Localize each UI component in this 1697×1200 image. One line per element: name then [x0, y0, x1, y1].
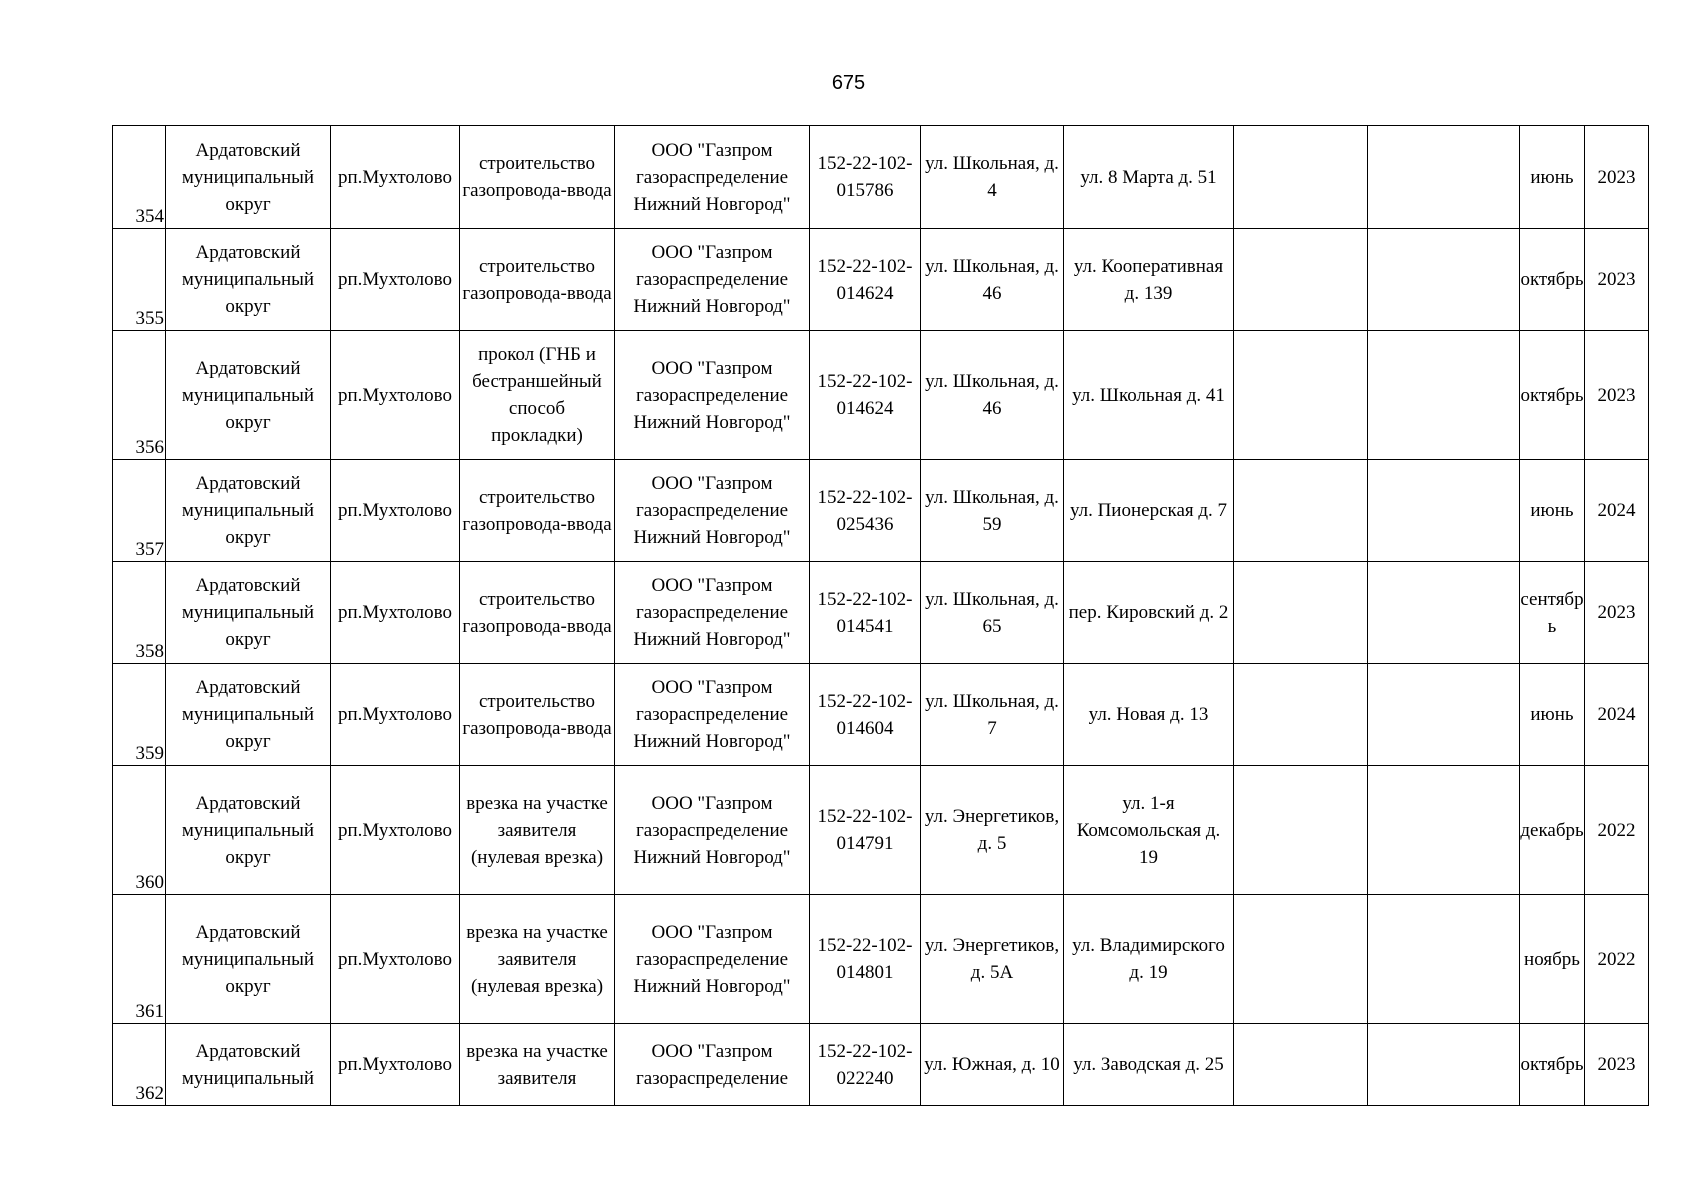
row-number: 361	[113, 895, 166, 1024]
source-address-cell: ул. Школьная, д. 46	[921, 331, 1064, 460]
month-cell: июнь	[1520, 664, 1585, 766]
organization-cell: ООО "Газпром газораспределение Нижний Новгород"	[615, 229, 810, 331]
object-address-cell: ул. Пионерская д. 7	[1064, 460, 1234, 562]
locality-cell: рп.Мухтолово	[331, 664, 460, 766]
source-address-cell: ул. Южная, д. 10	[921, 1024, 1064, 1106]
empty-cell	[1368, 126, 1520, 229]
month-cell: декабрь	[1520, 766, 1585, 895]
row-number: 358	[113, 562, 166, 664]
year-cell: 2022	[1585, 766, 1649, 895]
year-cell: 2023	[1585, 229, 1649, 331]
work-type-cell: врезка на участке заявителя (нулевая врезка)	[460, 895, 615, 1024]
code-cell: 152-22-102-014791	[810, 766, 921, 895]
source-address-cell: ул. Школьная, д. 4	[921, 126, 1064, 229]
code-cell: 152-22-102-014801	[810, 895, 921, 1024]
table-row	[113, 562, 1649, 664]
district-cell: Ардатовский муниципальный округ	[166, 460, 331, 562]
table-row	[113, 664, 1649, 766]
work-type-cell: строительство газопровода-ввода	[460, 229, 615, 331]
empty-cell	[1368, 229, 1520, 331]
table-row	[113, 766, 1649, 895]
empty-cell	[1368, 895, 1520, 1024]
locality-cell: рп.Мухтолово	[331, 126, 460, 229]
code-cell: 152-22-102-025436	[810, 460, 921, 562]
month-cell: октябрь	[1520, 1024, 1585, 1106]
district-cell: Ардатовский муниципальный	[166, 1024, 331, 1106]
object-address-cell: ул. Владимирского д. 19	[1064, 895, 1234, 1024]
empty-cell	[1368, 562, 1520, 664]
table-row	[113, 331, 1649, 460]
empty-cell	[1234, 229, 1368, 331]
empty-cell	[1234, 331, 1368, 460]
row-number: 354	[113, 126, 166, 229]
locality-cell: рп.Мухтолово	[331, 895, 460, 1024]
empty-cell	[1368, 331, 1520, 460]
month-cell: сентябрь	[1520, 562, 1585, 664]
row-number: 359	[113, 664, 166, 766]
empty-cell	[1368, 766, 1520, 895]
object-address-cell: ул. Школьная д. 41	[1064, 331, 1234, 460]
object-address-cell: ул. Новая д. 13	[1064, 664, 1234, 766]
month-cell: октябрь	[1520, 331, 1585, 460]
year-cell: 2024	[1585, 664, 1649, 766]
table-row	[113, 1024, 1649, 1106]
year-cell: 2023	[1585, 1024, 1649, 1106]
locality-cell: рп.Мухтолово	[331, 562, 460, 664]
locality-cell: рп.Мухтолово	[331, 229, 460, 331]
row-number: 357	[113, 460, 166, 562]
locality-cell: рп.Мухтолово	[331, 1024, 460, 1106]
work-type-cell: врезка на участке заявителя	[460, 1024, 615, 1106]
code-cell: 152-22-102-022240	[810, 1024, 921, 1106]
work-type-cell: строительство газопровода-ввода	[460, 664, 615, 766]
object-address-cell: ул. Заводская д. 25	[1064, 1024, 1234, 1106]
code-cell: 152-22-102-014541	[810, 562, 921, 664]
district-cell: Ардатовский муниципальный округ	[166, 562, 331, 664]
code-cell: 152-22-102-014624	[810, 331, 921, 460]
empty-cell	[1234, 460, 1368, 562]
year-cell: 2023	[1585, 126, 1649, 229]
source-address-cell: ул. Школьная, д. 65	[921, 562, 1064, 664]
month-cell: июнь	[1520, 126, 1585, 229]
page-number: 675	[831, 72, 866, 94]
empty-cell	[1368, 664, 1520, 766]
code-cell: 152-22-102-014604	[810, 664, 921, 766]
empty-cell	[1234, 895, 1368, 1024]
row-number: 356	[113, 331, 166, 460]
object-address-cell: пер. Кировский д. 2	[1064, 562, 1234, 664]
district-cell: Ардатовский муниципальный округ	[166, 229, 331, 331]
district-cell: Ардатовский муниципальный округ	[166, 895, 331, 1024]
organization-cell: ООО "Газпром газораспределение Нижний Новгород"	[615, 664, 810, 766]
month-cell: июнь	[1520, 460, 1585, 562]
gas-connection-table	[112, 125, 1649, 1106]
empty-cell	[1234, 1024, 1368, 1106]
table-row	[113, 895, 1649, 1024]
year-cell: 2022	[1585, 895, 1649, 1024]
row-number: 355	[113, 229, 166, 331]
organization-cell: ООО "Газпром газораспределение Нижний Новгород"	[615, 766, 810, 895]
code-cell: 152-22-102-015786	[810, 126, 921, 229]
locality-cell: рп.Мухтолово	[331, 766, 460, 895]
work-type-cell: строительство газопровода-ввода	[460, 126, 615, 229]
empty-cell	[1234, 562, 1368, 664]
source-address-cell: ул. Школьная, д. 59	[921, 460, 1064, 562]
row-number: 362	[113, 1024, 166, 1106]
locality-cell: рп.Мухтолово	[331, 331, 460, 460]
year-cell: 2023	[1585, 562, 1649, 664]
table-row	[113, 460, 1649, 562]
empty-cell	[1368, 1024, 1520, 1106]
month-cell: октябрь	[1520, 229, 1585, 331]
year-cell: 2024	[1585, 460, 1649, 562]
month-cell: ноябрь	[1520, 895, 1585, 1024]
district-cell: Ардатовский муниципальный округ	[166, 766, 331, 895]
work-type-cell: строительство газопровода-ввода	[460, 460, 615, 562]
organization-cell: ООО "Газпром газораспределение Нижний Новгород"	[615, 460, 810, 562]
work-type-cell: врезка на участке заявителя (нулевая врезка)	[460, 766, 615, 895]
source-address-cell: ул. Энергетиков, д. 5А	[921, 895, 1064, 1024]
organization-cell: ООО "Газпром газораспределение Нижний Новгород"	[615, 126, 810, 229]
organization-cell: ООО "Газпром газораспределение Нижний Новгород"	[615, 562, 810, 664]
organization-cell: ООО "Газпром газораспределение Нижний Новгород"	[615, 895, 810, 1024]
empty-cell	[1234, 664, 1368, 766]
source-address-cell: ул. Школьная, д. 46	[921, 229, 1064, 331]
source-address-cell: ул. Школьная, д. 7	[921, 664, 1064, 766]
row-number: 360	[113, 766, 166, 895]
district-cell: Ардатовский муниципальный округ	[166, 664, 331, 766]
locality-cell: рп.Мухтолово	[331, 460, 460, 562]
table-row	[113, 229, 1649, 331]
source-address-cell: ул. Энергетиков, д. 5	[921, 766, 1064, 895]
organization-cell: ООО "Газпром газораспределение Нижний Новгород"	[615, 331, 810, 460]
object-address-cell: ул. 1-я Комсомольская д. 19	[1064, 766, 1234, 895]
object-address-cell: ул. 8 Марта д. 51	[1064, 126, 1234, 229]
district-cell: Ардатовский муниципальный округ	[166, 331, 331, 460]
work-type-cell: строительство газопровода-ввода	[460, 562, 615, 664]
code-cell: 152-22-102-014624	[810, 229, 921, 331]
table-row	[113, 126, 1649, 229]
empty-cell	[1234, 126, 1368, 229]
empty-cell	[1368, 460, 1520, 562]
organization-cell: ООО "Газпром газораспределение	[615, 1024, 810, 1106]
district-cell: Ардатовский муниципальный округ	[166, 126, 331, 229]
work-type-cell: прокол (ГНБ и бестраншейный способ прокладки)	[460, 331, 615, 460]
year-cell: 2023	[1585, 331, 1649, 460]
empty-cell	[1234, 766, 1368, 895]
object-address-cell: ул. Кооперативная д. 139	[1064, 229, 1234, 331]
